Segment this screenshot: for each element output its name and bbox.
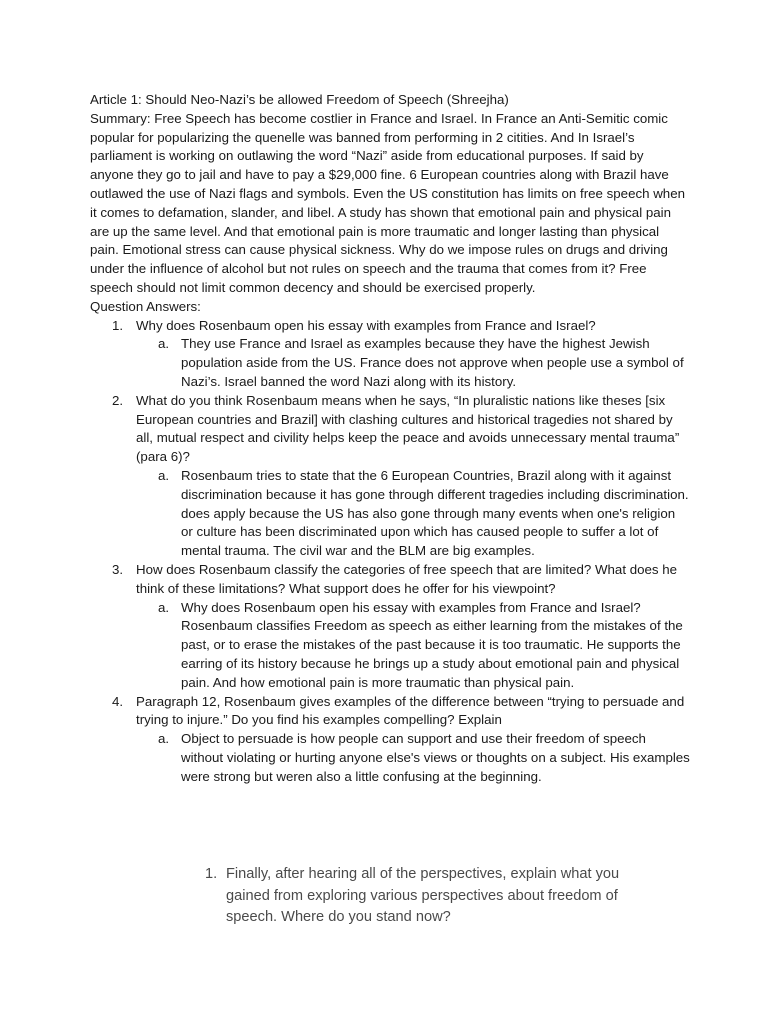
question-item [90, 561, 690, 599]
answers-heading: Question Answers: [90, 298, 201, 314]
final-question-number: 1. [205, 866, 218, 882]
answer-letter: a. [158, 599, 170, 615]
question-item [90, 317, 690, 336]
final-question [205, 864, 645, 929]
question-list [90, 317, 690, 787]
answer-text: Why does Rosenbaum open his essay with examples from France and Israel? Rosenbaum classifies Freedom as speech as either learning from the mistakes of the past, or to erase the mistakes of the past because it is too traumatic. He supports the earring of its history because he brings up a study about emotional pain and physical pain. And how emotional pain is more traumatic than physical pain. [181, 599, 683, 690]
answer-text: They use France and Israel as examples because they have the highest Jewish population aside from the US. France does not approve when people use a symbol of Nazi’s. Israel banned the word Nazi along with its history. [181, 336, 684, 389]
answer-letter: a. [158, 336, 170, 352]
question-number: 2. [112, 392, 124, 408]
answer-text: Object to persuade is how people can support and use their freedom of speech without violating or hurting anyone else's views or thoughts on a subject. His examples were strong but weren also a little confusing at the beginning. [181, 731, 690, 784]
article-summary: Summary: Free Speech has become costlier in France and Israel. In France an Anti-Semitic comic popular for popularizing the quenelle was banned from performing in 2 citities. And In Israel’s parliament is working on outlawing the word “Nazi” aside from educational purposes. If said by anyone they go to jail and have to pay a $29,000 fine. 6 European countries along with Brazil have outlawed the use of Nazi flags and symbols. Even the US constitution has limits on free speech when it comes to defamation, slander, and libel. A study has shown that emotional pain and physical pain are up the same level. And that emotional pain is more traumatic and longer lasting than physical pain. Emotional stress can cause physical sickness. Why do we impose rules on drugs and driving under the influence of alcohol but not rules on speech and the trauma that comes from it? Free speech should not limit common decency and should be exercised properly. [90, 110, 685, 295]
answer-item [90, 467, 690, 561]
question-number: 4. [112, 693, 124, 709]
answer-item [90, 335, 690, 391]
document-body [90, 91, 690, 786]
question-text: Paragraph 12, Rosenbaum gives examples of the difference between “trying to persuade and trying to injure.” Do you find his examples compelling? Explain [136, 693, 685, 728]
answer-text: Rosenbaum tries to state that the 6 European Countries, Brazil along with it against discrimination because it has gone through different tragedies including discrimination. does apply because the US has also gone through many events when one's religion or culture has been discriminated upon which has caused people to suffer a lot of mental trauma. The civil war and the BLM are big examples. [181, 467, 689, 559]
question-number: 3. [112, 561, 124, 577]
question-item [90, 693, 690, 731]
answer-letter: a. [158, 467, 170, 483]
answer-item [90, 599, 690, 693]
article-title: Article 1: Should Neo-Nazi’s be allowed Freedom of Speech (Shreejha) [90, 92, 509, 107]
final-question-text: Finally, after hearing all of the perspectives, explain what you gained from exploring various perspectives about freedom of speech. Where do you stand now? [226, 866, 620, 925]
question-item [90, 392, 690, 467]
question-text: What do you think Rosenbaum means when he says, “In pluralistic nations like theses [six European countries and Brazil] with clashing cultures and historical tragedies not shared by all, mutual respect and civility helps keep the peace and avoids unnecessary mental trauma” (para 6)? [136, 392, 680, 465]
answer-item [90, 730, 690, 786]
question-number: 1. [112, 317, 124, 333]
question-text: How does Rosenbaum classify the categories of free speech that are limited? What does he think of these limitations? What support does he offer for his viewpoint? [136, 561, 678, 596]
question-text: Why does Rosenbaum open his essay with examples from France and Israel? [136, 317, 596, 333]
answer-letter: a. [158, 731, 170, 747]
